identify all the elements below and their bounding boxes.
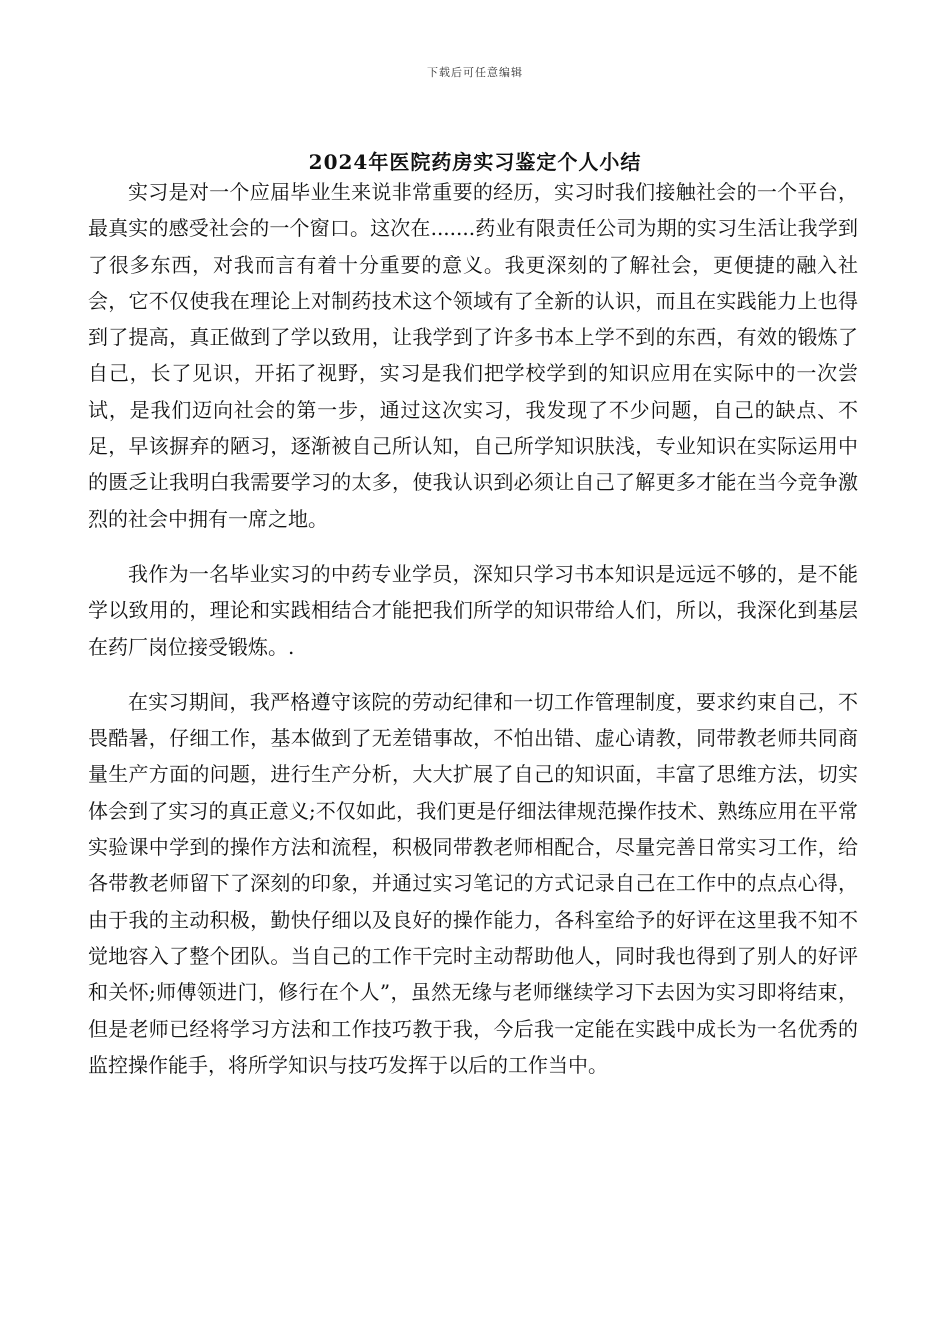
document-body bbox=[88, 174, 858, 1083]
header-note: 下载后可任意编辑 bbox=[427, 66, 523, 79]
paragraph-2: 我作为一名毕业实习的中药专业学员，深知只学习书本知识是远远不够的，是不能学以致用的，理论和实践相结合才能把我们所学的知识带给人们，所以，我深化到基层在药厂岗位接受锻炼。. bbox=[88, 561, 858, 659]
paragraph-1: 实习是对一个应届毕业生来说非常重要的经历，实习时我们接触社会的一个平台，最真实的感受社会的一个窗口。这次在.......药业有限责任公司为期的实习生活让我学到了很多东西，对我而言有着十分重要的意义。我更深刻的了解社会，更便捷的融入社会，它不仅使我在理论上对制药技术这个领域有了全新的认识，而且在实践能力上也得到了提高，真正做到了学以致用，让我学到了许多书本上学不到的东西，有效的锻炼了自己，长了见识，开拓了视野，实习是我们把学校学到的知识应用在实际中的一次尝试，是我们迈向社会的第一步，通过这次实习，我发现了不少问题，自己的缺点、不足，早该摒弃的陋习，逐渐被自己所认知，自己所学知识肤浅，专业知识在实际运用中的匮乏让我明白我需要学习的太多，使我认识到必须让自己了解更多才能在当今竞争激烈的社会中拥有一席之地。 bbox=[88, 180, 858, 531]
document-title: 2024年医院药房实习鉴定个人小结 bbox=[308, 150, 642, 174]
paragraph-3: 在实习期间，我严格遵守该院的劳动纪律和一切工作管理制度，要求约束自己，不畏酷暑，仔细工作，基本做到了无差错事故，不怕出错、虚心请教，同带教老师共同商量生产方面的问题，进行生产分析，大大扩展了自己的知识面，丰富了思维方法，切实体会到了实习的真正意义;不仅如此，我们更是仔细法律规范操作技术、熟练应用在平常实验课中学到的操作方法和流程，积极同带教老师相配合，尽量完善日常实习工作，给各带教老师留下了深刻的印象，并通过实习笔记的方式记录自己在工作中的点点心得，由于我的主动积极，勤快仔细以及良好的操作能力，各科室给予的好评在这里我不知不觉地容入了整个团队。当自己的工作干完时主动帮助他人，同时我也得到了别人的好评和关怀;师傅领进门，修行在个人”，虽然无缘与老师继续学习下去因为实习即将结束，但是老师已经将学习方法和工作技巧教于我，今后我一定能在实践中成长为一名优秀的监控操作能手，将所学知识与技巧发挥于以后的工作当中。 bbox=[88, 689, 858, 1077]
